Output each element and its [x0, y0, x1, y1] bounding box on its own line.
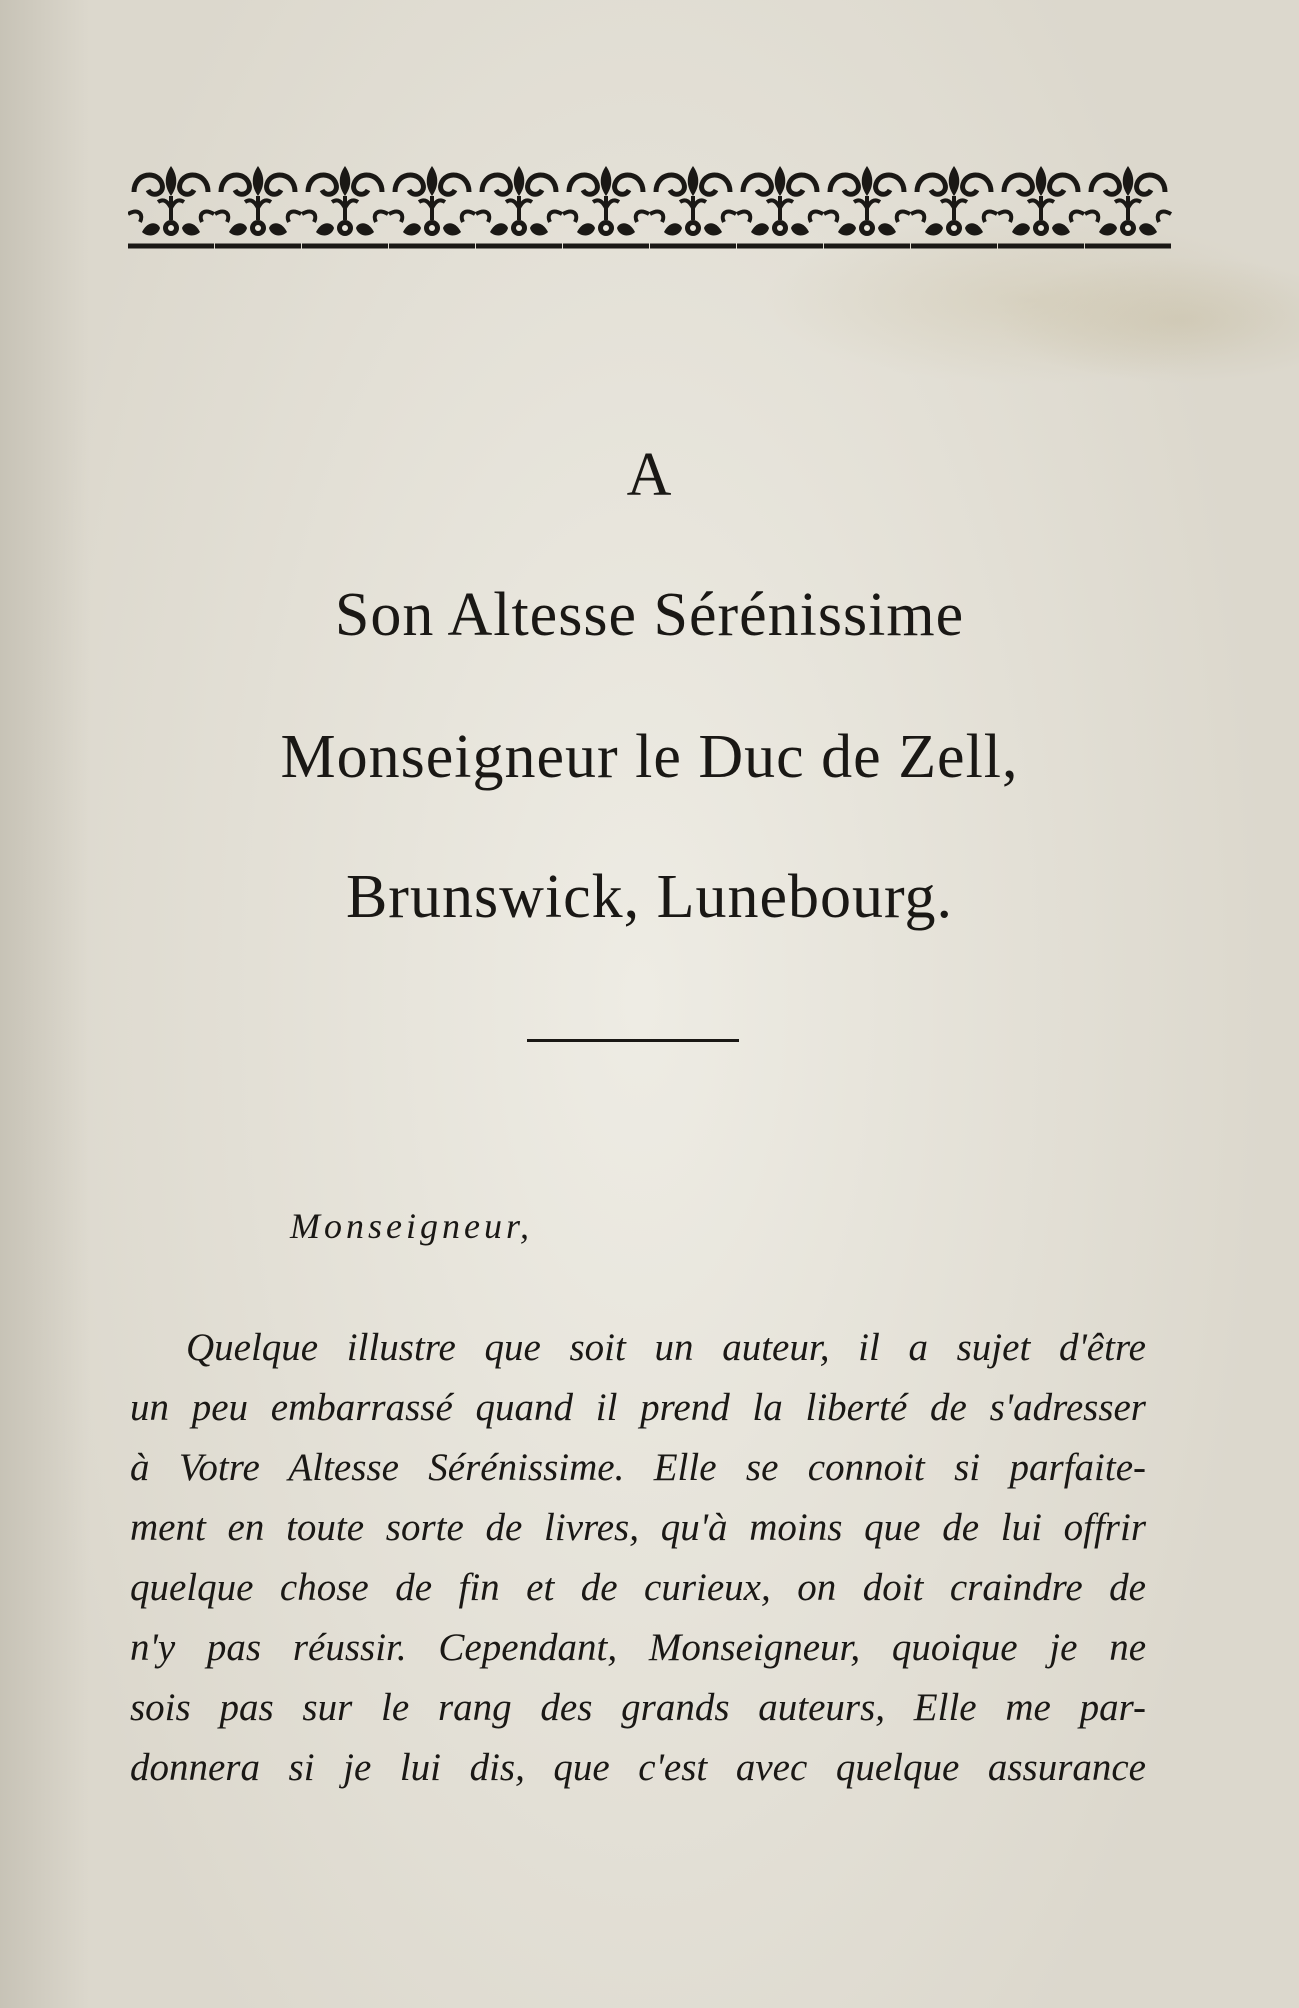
dedication-body [130, 1318, 1146, 1798]
body-line: donnera si je lui dis, que c'est avec quelque assurance [130, 1746, 1146, 1789]
dedication-line-3: Brunswick, Lunebourg. [345, 863, 954, 931]
body-line: ment en toute sorte de livres, qu'à moins que de lui offrir [130, 1506, 1146, 1549]
body-line: quelque chose de fin et de curieux, on doit craindre de [130, 1566, 1146, 1609]
dedication-a: A [626, 441, 673, 509]
dedication-line-1: Son Altesse Sérénissime [334, 581, 965, 649]
body-line: n'y pas réussir. Cependant, Monseigneur, quoique je ne [130, 1626, 1146, 1669]
ornamental-headpiece-icon [128, 162, 1172, 254]
salutation: Monseigneur, [290, 1206, 533, 1246]
body-line: à Votre Altesse Sérénissime. Elle se connoit si parfaite- [130, 1446, 1146, 1489]
section-rule [527, 1039, 739, 1042]
body-line: un peu embarrassé quand il prend la liberté de s'adresser [130, 1386, 1146, 1429]
body-line: Quelque illustre que soit un auteur, il a sujet d'être [186, 1326, 1146, 1369]
dedication-line-2: Monseigneur le Duc de Zell, [280, 723, 1019, 791]
page-shadow [0, 0, 90, 2008]
body-line: sois pas sur le rang des grands auteurs, Elle me par- [130, 1686, 1146, 1729]
